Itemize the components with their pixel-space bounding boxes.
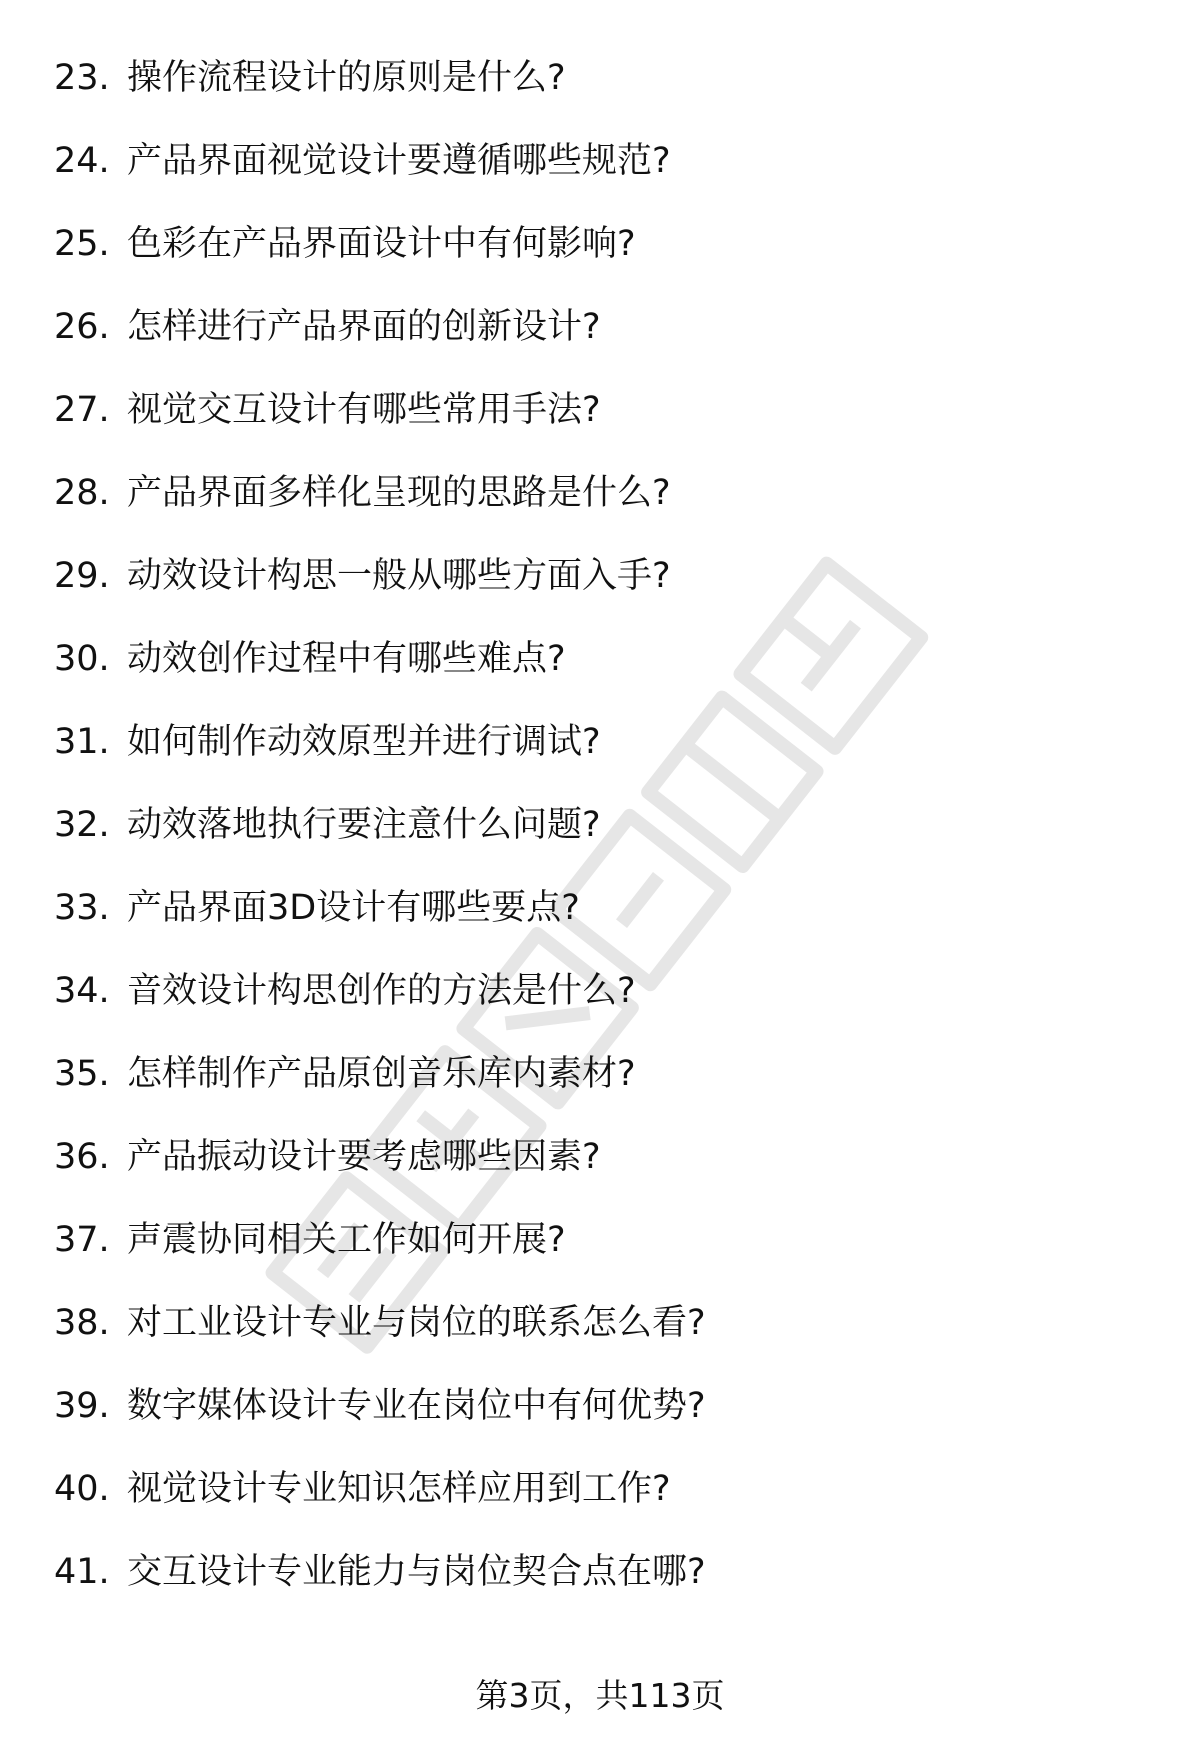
question-number: 33. bbox=[54, 888, 110, 928]
list-item bbox=[0, 1054, 1200, 1137]
question-text: 产品界面视觉设计要遵循哪些规范? bbox=[127, 141, 671, 181]
question-text: 产品振动设计要考虑哪些因素? bbox=[127, 1137, 601, 1177]
list-item bbox=[0, 307, 1200, 390]
list-item bbox=[0, 1469, 1200, 1552]
question-number: 24. bbox=[54, 141, 110, 181]
list-item bbox=[0, 1552, 1200, 1635]
list-item bbox=[0, 1303, 1200, 1386]
question-number: 27. bbox=[54, 390, 110, 430]
question-text: 动效落地执行要注意什么问题? bbox=[127, 805, 601, 845]
list-item bbox=[0, 390, 1200, 473]
question-number: 34. bbox=[54, 971, 110, 1011]
list-item bbox=[0, 224, 1200, 307]
question-text: 怎样制作产品原创音乐库内素材? bbox=[127, 1054, 636, 1094]
question-text: 如何制作动效原型并进行调试? bbox=[127, 722, 601, 762]
question-number: 41. bbox=[54, 1552, 110, 1592]
list-item bbox=[0, 1386, 1200, 1469]
question-list bbox=[0, 58, 1200, 1635]
question-number: 28. bbox=[54, 473, 110, 513]
list-item bbox=[0, 639, 1200, 722]
question-number: 26. bbox=[54, 307, 110, 347]
list-item bbox=[0, 141, 1200, 224]
question-number: 31. bbox=[54, 722, 110, 762]
question-text: 音效设计构思创作的方法是什么? bbox=[127, 971, 636, 1011]
question-number: 37. bbox=[54, 1220, 110, 1260]
list-item bbox=[0, 805, 1200, 888]
question-text: 数字媒体设计专业在岗位中有何优势? bbox=[127, 1386, 706, 1426]
question-number: 23. bbox=[54, 58, 110, 98]
question-text: 对工业设计专业与岗位的联系怎么看? bbox=[127, 1303, 706, 1343]
question-number: 25. bbox=[54, 224, 110, 264]
question-text: 操作流程设计的原则是什么? bbox=[127, 58, 566, 98]
list-item bbox=[0, 722, 1200, 805]
list-item bbox=[0, 473, 1200, 556]
list-item bbox=[0, 1137, 1200, 1220]
list-item bbox=[0, 556, 1200, 639]
question-text: 视觉交互设计有哪些常用手法? bbox=[127, 390, 601, 430]
question-number: 35. bbox=[54, 1054, 110, 1094]
question-text: 视觉设计专业知识怎样应用到工作? bbox=[127, 1469, 671, 1509]
question-text: 色彩在产品界面设计中有何影响? bbox=[127, 224, 636, 264]
list-item bbox=[0, 1220, 1200, 1303]
question-text: 交互设计专业能力与岗位契合点在哪? bbox=[127, 1552, 706, 1592]
page-number-footer: 第3页，共113页 bbox=[475, 1676, 725, 1715]
question-number: 29. bbox=[54, 556, 110, 596]
question-text: 动效创作过程中有哪些难点? bbox=[127, 639, 566, 679]
list-item bbox=[0, 888, 1200, 971]
question-text: 怎样进行产品界面的创新设计? bbox=[127, 307, 601, 347]
question-number: 40. bbox=[54, 1469, 110, 1509]
question-number: 39. bbox=[54, 1386, 110, 1426]
question-number: 30. bbox=[54, 639, 110, 679]
question-text: 产品界面多样化呈现的思路是什么? bbox=[127, 473, 671, 513]
question-number: 38. bbox=[54, 1303, 110, 1343]
question-text: 动效设计构思一般从哪些方面入手? bbox=[127, 556, 671, 596]
list-item bbox=[0, 971, 1200, 1054]
question-text: 声震协同相关工作如何开展? bbox=[127, 1220, 566, 1260]
question-text: 产品界面3D设计有哪些要点? bbox=[127, 888, 580, 928]
question-number: 36. bbox=[54, 1137, 110, 1177]
list-item bbox=[0, 58, 1200, 141]
question-number: 32. bbox=[54, 805, 110, 845]
